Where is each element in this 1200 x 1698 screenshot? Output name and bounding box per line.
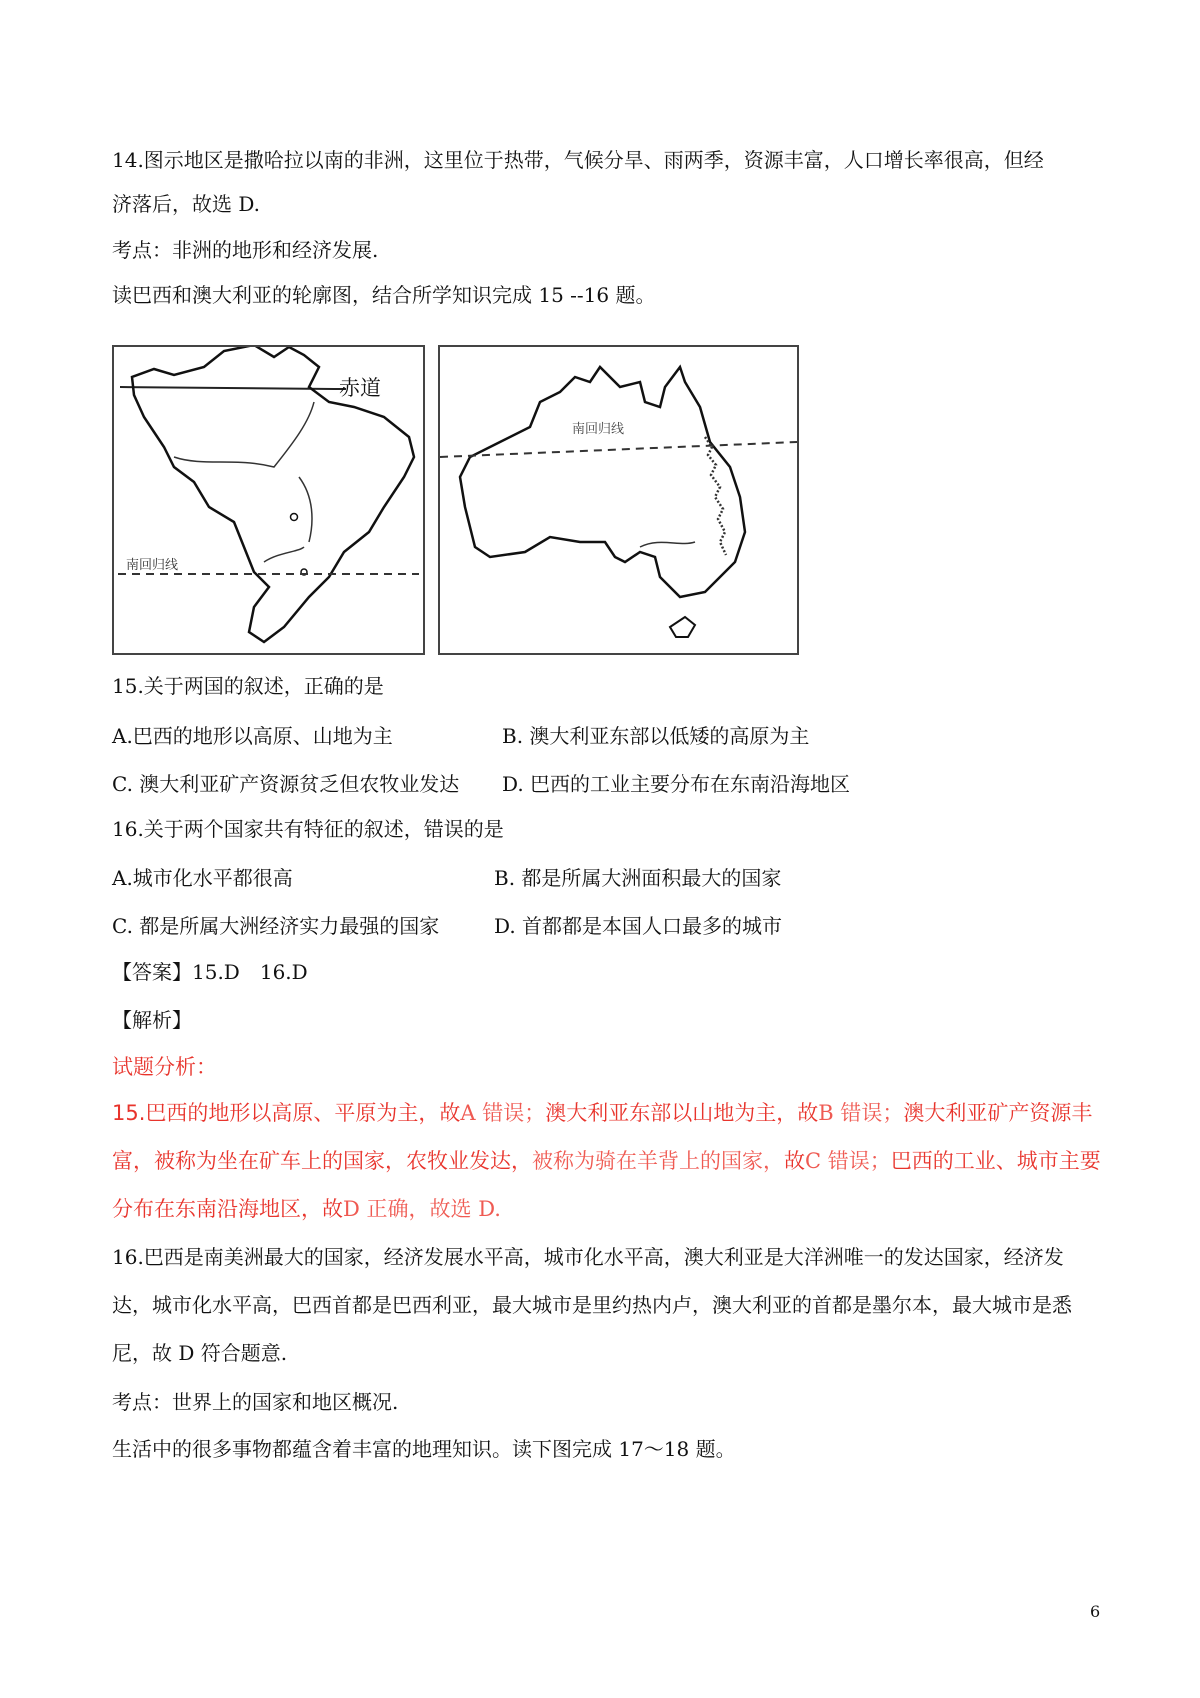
equator-line [120, 387, 334, 389]
analysis-15: 15.巴西的地形以高原、平原为主，故A 错误；澳大利亚东部以山地为主，故B 错误；澳大利亚矿产资源丰富，被称为坐在矿车上的国家，农牧业发达，被称为骑在羊背上的国家，故C 错误；巴西的工业、城市主要分布在东南沿海地区，故D 正确，故选 D. [112, 1101, 1101, 1221]
intro-17-18: 生活中的很多事物都蕴含着丰富的地理知识。读下图完成 17～18 题。 [112, 1437, 736, 1461]
answer-line: 【答案】15.D 16.D [112, 960, 308, 984]
brazil-outline-map [112, 345, 425, 655]
q15-option-b: B. 澳大利亚东部以低矮的高原为主 [502, 724, 810, 748]
shiti-fenxi-heading: 试题分析： [112, 1055, 217, 1079]
capital-dot [291, 514, 298, 521]
q15-stem: 15.关于两国的叙述，正确的是 [112, 674, 384, 698]
great-dividing-range [705, 437, 726, 555]
equator-label: 赤道 [339, 376, 381, 400]
river [299, 477, 312, 542]
amazon-river [174, 402, 314, 467]
river [264, 547, 304, 562]
river [640, 542, 695, 547]
page-number: 6 [1090, 1602, 1101, 1621]
q14-analysis-line1: 14.图示地区是撒哈拉以南的非洲，这里位于热带，气候分旱、雨两季，资源丰富，人口增长率很高，但经 [112, 148, 1044, 172]
tropic-label-brazil: 南回归线 [126, 558, 179, 573]
intro-15-16: 读巴西和澳大利亚的轮廓图，结合所学知识完成 15 --16 题。 [112, 283, 656, 307]
q14-analysis-line2: 济落后，故选 D. [112, 192, 261, 216]
q16-option-b: B. 都是所属大洲面积最大的国家 [494, 866, 782, 890]
jiexi-heading: 【解析】 [112, 1008, 192, 1032]
q16-kaodian: 考点：世界上的国家和地区概况. [112, 1390, 399, 1414]
q16-stem: 16.关于两个国家共有特征的叙述，错误的是 [112, 817, 504, 841]
australia-outline-map [438, 345, 799, 655]
q16-option-c: C. 都是所属大洲经济实力最强的国家 [112, 914, 440, 938]
brazil-map-graphic [114, 347, 423, 653]
tasmania-outline [670, 617, 695, 637]
q16-option-a: A.城市化水平都很高 [112, 866, 293, 890]
q15-option-d: D. 巴西的工业主要分布在东南沿海地区 [502, 772, 851, 796]
q14-kaodian: 考点：非洲的地形和经济发展. [112, 238, 379, 262]
q16-option-d: D. 首都都是本国人口最多的城市 [494, 914, 783, 938]
analysis-16: 16.巴西是南美洲最大的国家，经济发展水平高，城市化水平高，澳大利亚是大洋洲唯一的发达国家，经济发达，城市化水平高，巴西首都是巴西利亚，最大城市是里约热内卢，澳大利亚的首都是墨尔本，最大城市是悉尼，故 D 符合题意. [112, 1245, 1072, 1365]
tropic-label-australia: 南回归线 [572, 422, 625, 437]
australia-map-graphic [440, 347, 797, 653]
q15-option-a: A.巴西的地形以高原、山地为主 [112, 724, 393, 748]
q15-option-c: C. 澳大利亚矿产资源贫乏但农牧业发达 [112, 772, 460, 796]
australia-outline [460, 367, 745, 597]
